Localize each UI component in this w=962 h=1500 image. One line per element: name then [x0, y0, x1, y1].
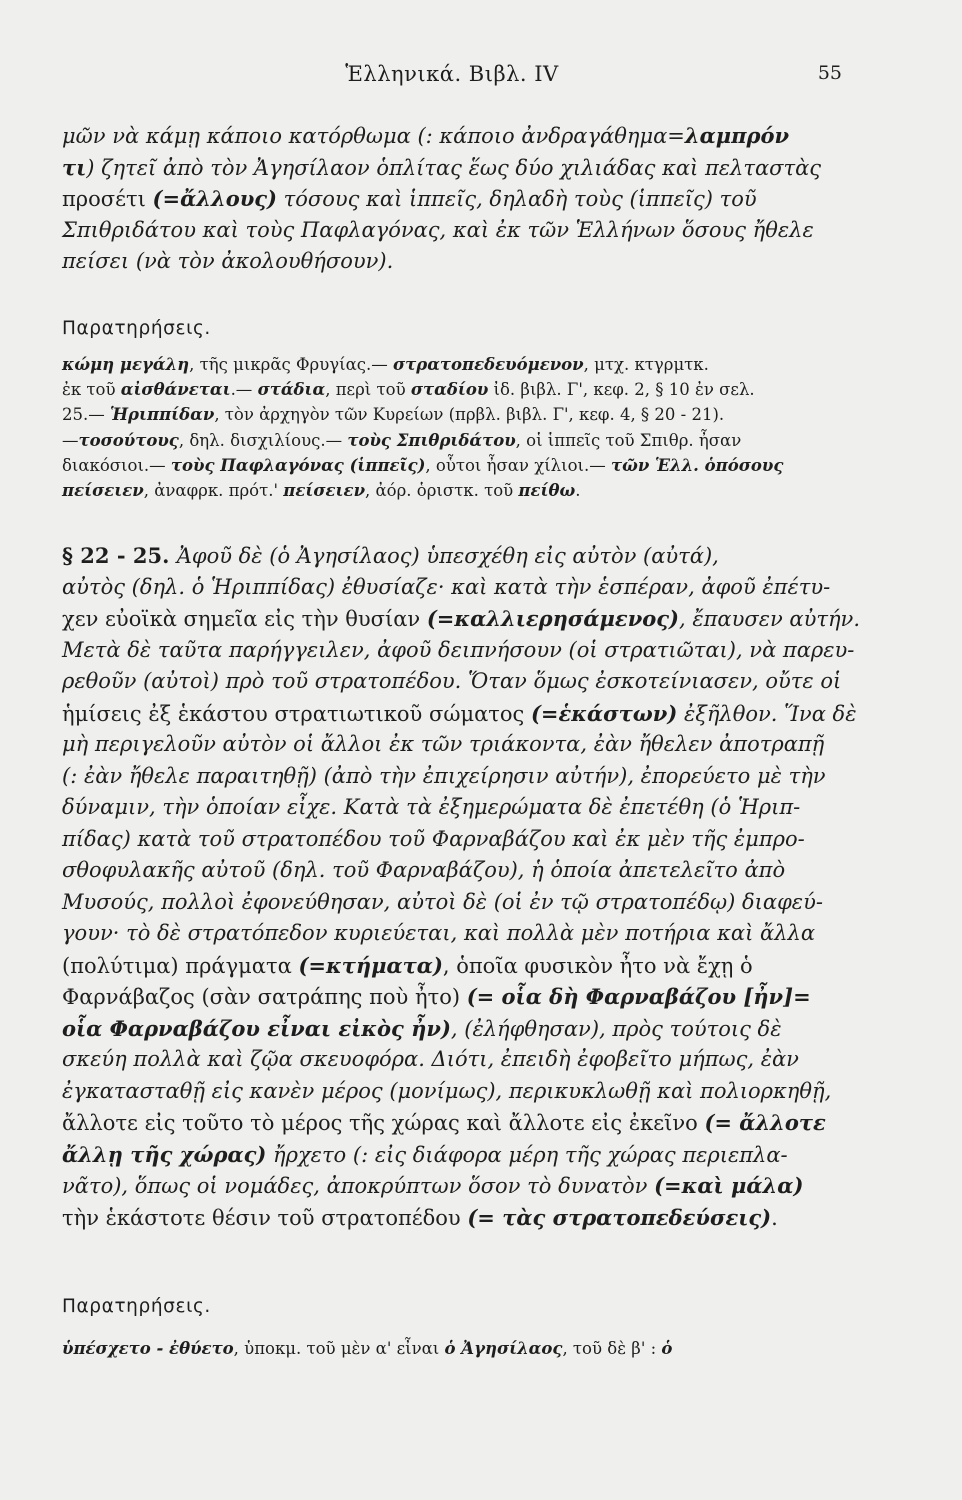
text-run: ἐξῆλθον. Ἵνα δὲ — [677, 701, 857, 726]
text-line — [62, 666, 862, 698]
text-line — [62, 981, 862, 1013]
text-run: πείθω — [518, 480, 576, 500]
text-run: τῶν Ἑλλ. ὁπόσους — [611, 455, 784, 475]
text-run: ὁ — [661, 1339, 673, 1358]
text-run: (=ἄλλους) — [152, 186, 277, 211]
text-run: πείσειεν — [62, 480, 144, 500]
text-line — [62, 887, 862, 919]
text-line — [62, 246, 862, 278]
text-line — [62, 698, 862, 730]
text-run: ἄλλῃ τῆς χώρας) — [62, 1141, 267, 1167]
text-run: (=ἑκάστων) — [530, 700, 678, 726]
text-run: , ἔπαυσεν αὐτήν. — [679, 607, 861, 631]
notes-block-1 — [62, 352, 862, 503]
text-run: Ἀφοῦ δὲ (ὁ Ἀγησίλαος) ὑπεσχέθη εἰς αὐτὸν (αὐτά), — [176, 544, 719, 568]
text-run: σταδίου — [410, 380, 489, 400]
text-run: ἤρχετο (: εἰς διάφορα μέρη τῆς χώρας περιεπλα- — [266, 1142, 788, 1167]
text-run: (=καλλιερησάμενος) — [426, 606, 679, 631]
text-run: , (ἐλήφθησαν), πρὸς τούτοις δὲ — [450, 1016, 782, 1041]
text-run: ὑπέσχετο - ἐθύετο — [62, 1339, 234, 1358]
text-run: , δηλ. δισχιλίους.— — [178, 430, 348, 450]
running-title: Ἑλληνικά. Βιβλ. IV — [345, 62, 559, 86]
text-run: . — [771, 1205, 778, 1230]
text-line — [62, 855, 862, 887]
text-run: , περὶ τοῦ — [325, 380, 411, 400]
text-run: ἡμίσεις ἐξ ἑκάστου στρατιωτικοῦ σώματος — [62, 701, 531, 726]
text-run: Φαρνάβαζος (σὰν σατράπης ποὺ ἦτο) — [62, 985, 467, 1009]
text-run: .— — [230, 380, 258, 400]
text-line — [62, 1107, 862, 1139]
text-run: 25.— — [62, 405, 110, 425]
text-line — [62, 377, 862, 402]
text-run: , τὸν ἀρχηγὸν τῶν Κυρείων (πρβλ. βιβλ. Γ', κεφ. 4, § 20 - 21). — [214, 405, 725, 425]
text-run: Ἡριππίδαν — [110, 405, 215, 425]
text-run: γουν· τὸ δὲ στρατόπεδον κυριεύεται, καὶ πολλὰ μὲν ποτήρια καὶ ἄλλα — [62, 921, 816, 945]
text-run: τὴν ἑκάστοτε θέσιν τοῦ στρατοπέδου — [62, 1205, 468, 1230]
text-run: (=κτήματα) — [298, 952, 443, 978]
text-run: τοσούτους — [78, 430, 179, 450]
text-run: μῶν νὰ κάμῃ κάποιο κατόρθωμα (: κάποιο ἀνδραγάθημα= — [62, 124, 685, 148]
page-number: 55 — [817, 62, 842, 84]
text-line — [62, 918, 862, 950]
translation-paragraph-1 — [62, 120, 862, 278]
text-run: , μτχ. κτγρμτκ. — [583, 355, 709, 374]
text-run: τι — [62, 154, 87, 180]
text-line — [62, 729, 862, 761]
text-run: ὁ Ἀγησίλαος — [444, 1339, 563, 1358]
text-run: διακόσιοι.— — [62, 455, 171, 475]
text-run: Σπιθριδάτου καὶ τοὺς Παφλαγόνας, καὶ ἐκ τῶν Ἑλλήνων ὅσους ἤθελε — [62, 217, 814, 242]
text-line — [62, 402, 862, 427]
text-run: στάδια — [257, 380, 326, 400]
text-run: , οὗτοι ἦσαν χίλιοι.— — [425, 455, 611, 475]
text-run: Μυσούς, πολλοὶ ἐφονεύθησαν, αὐτοὶ δὲ (οἱ ἐν τῷ στρατοπέδῳ) διαφεύ- — [62, 889, 823, 914]
text-run: , ἀναφρκ. πρότ.' — [143, 480, 284, 500]
text-run: σκεύη πολλὰ καὶ ζῷα σκευοφόρα. Διότι, ἐπειδὴ ἐφοβεῖτο μήπως, ἐὰν — [62, 1047, 799, 1071]
text-line — [62, 1202, 862, 1234]
translation-paragraph-2 — [62, 540, 862, 1233]
text-run: , τοῦ δὲ β' : — [562, 1339, 662, 1358]
text-run: αὐτὸς (δηλ. ὁ Ἡριππίδας) ἐθυσίαζε· καὶ κατὰ τὴν ἑσπέραν, ἀφοῦ ἐπέτυ- — [62, 574, 831, 599]
text-run: τόσους καὶ ἱππεῖς, δηλαδὴ τοὺς (ἱππεῖς) τοῦ — [277, 187, 757, 211]
text-line — [62, 215, 862, 247]
text-run: (πολύτιμα) πράγματα — [62, 953, 299, 978]
text-run: ἄλλοτε εἰς τοῦτο τὸ μέρος τῆς χώρας καὶ ἄλλοτε εἰς ἐκεῖνο — [62, 1111, 705, 1135]
text-run: — — [62, 430, 79, 450]
text-run: (= ἄλλοτε — [704, 1110, 826, 1135]
text-run: ἰδ. βιβλ. Γ', κεφ. 2, § 10 ἐν σελ. — [488, 380, 755, 400]
text-run: χεν εὐοϊκὰ σημεῖα εἰς τὴν θυσίαν — [62, 607, 427, 631]
notes-block-2 — [62, 1336, 862, 1361]
text-line — [62, 120, 862, 152]
text-run: . — [575, 480, 581, 500]
text-line — [62, 1076, 862, 1108]
text-line — [62, 572, 862, 604]
text-run: Μετὰ δὲ ταῦτα παρήγγειλεν, ἀφοῦ δειπνήσουν (οἱ στρατιῶται), νὰ παρευ- — [62, 637, 855, 662]
text-run: ἐγκατασταθῇ εἰς κανὲν μέρος (μονίμως), περικυκλωθῇ καὶ πολιορκηθῇ, — [62, 1078, 832, 1103]
text-run: ἐκ τοῦ — [62, 380, 121, 400]
text-line — [62, 950, 862, 982]
text-run: σθοφυλακῆς αὐτοῦ (δηλ. τοῦ Φαρναβάζου), ἡ ὁποία ἀπετελεῖτο ἀπὸ — [62, 858, 786, 882]
text-run: ) ζητεῖ ἀπὸ τὸν Ἀγησίλαον ὁπλίτας ἕως δύο χιλιάδας καὶ πελταστὰς — [86, 155, 822, 180]
text-line — [62, 635, 862, 667]
text-run: , τῆς μικρᾶς Φρυγίας.— — [189, 355, 393, 374]
notes-heading-1: Παρατηρήσεις. — [62, 318, 211, 339]
text-run: πίδας) κατὰ τοῦ στρατοπέδου τοῦ Φαρναβάζου καὶ ἐκ μὲν τῆς ἐμπρο- — [62, 826, 805, 851]
text-run: τοὺς Παφλαγόνας (ἱππεῖς) — [170, 455, 426, 475]
text-run: προσέτι — [62, 187, 153, 211]
text-line — [62, 428, 862, 453]
text-run: μὴ περιγελοῦν αὐτὸν οἱ ἄλλοι ἐκ τῶν τριάκοντα, ἐὰν ἤθελεν ἀποτραπῇ — [62, 732, 825, 756]
text-run: , ἀόρ. ὁριστκ. τοῦ — [365, 480, 519, 500]
text-line — [62, 152, 862, 184]
text-run: λαμπρόν — [684, 123, 790, 148]
text-line — [62, 453, 862, 478]
text-line — [62, 478, 862, 503]
text-line — [62, 540, 862, 572]
text-run: , ὁποῖα φυσικὸν ἦτο νὰ ἔχῃ ὁ — [442, 953, 753, 978]
text-line — [62, 761, 862, 793]
notes-heading-2: Παρατηρήσεις. — [62, 1296, 211, 1317]
text-run: πείσειεν — [283, 480, 366, 500]
text-run: στρατοπεδευόμενον — [392, 355, 584, 374]
text-run: (=καὶ μάλα) — [654, 1173, 804, 1198]
text-run: ρεθοῦν (αὐτοὶ) πρὸ τοῦ στρατοπέδου. Ὅταν ὅμως ἐσκοτείνιασεν, οὔτε οἱ — [62, 669, 842, 693]
text-line — [62, 1170, 862, 1202]
text-run: αἰσθάνεται — [120, 380, 231, 400]
text-run: § 22 - 25. — [62, 543, 177, 568]
text-run: (= τὰς στρατοπεδεύσεις) — [467, 1204, 772, 1230]
text-run: νᾶτο), ὅπως οἱ νομάδες, ἀποκρύπτων ὅσον τὸ δυνατὸν — [62, 1174, 655, 1198]
text-run: κώμη μεγάλη — [62, 355, 190, 374]
text-line — [62, 603, 862, 635]
text-line — [62, 1013, 862, 1045]
text-line — [62, 1139, 862, 1171]
text-run: τοὺς Σπιθριδάτου — [347, 430, 516, 450]
text-run: πείσει (νὰ τὸν ἀκολουθήσουν). — [62, 249, 394, 273]
text-run: (: ἐὰν ἤθελε παραιτηθῇ) (ἀπὸ τὴν ἐπιχείρησιν αὐτήν), ἐπορεύετο μὲ τὴν — [62, 763, 826, 788]
text-line — [62, 792, 862, 824]
text-line — [62, 183, 862, 215]
running-header — [62, 62, 842, 92]
text-line — [62, 824, 862, 856]
text-run: οἷα Φαρναβάζου εἶναι εἰκὸς ἦν) — [62, 1015, 451, 1041]
text-line — [62, 1336, 862, 1361]
text-run: , οἱ ἱππεῖς τοῦ Σπιθρ. ἦσαν — [515, 430, 742, 450]
text-line — [62, 352, 862, 377]
text-run: δύναμιν, τὴν ὁποίαν εἶχε. Κατὰ τὰ ἐξημερώματα δὲ ἐπετέθη (ὁ Ἡριπ- — [62, 795, 801, 819]
text-line — [62, 1044, 862, 1076]
text-run: , ὑποκμ. τοῦ μὲν α' εἶναι — [233, 1339, 445, 1358]
text-run: (= οἷα δὴ Φαρναβάζου [ἦν]= — [466, 984, 811, 1009]
